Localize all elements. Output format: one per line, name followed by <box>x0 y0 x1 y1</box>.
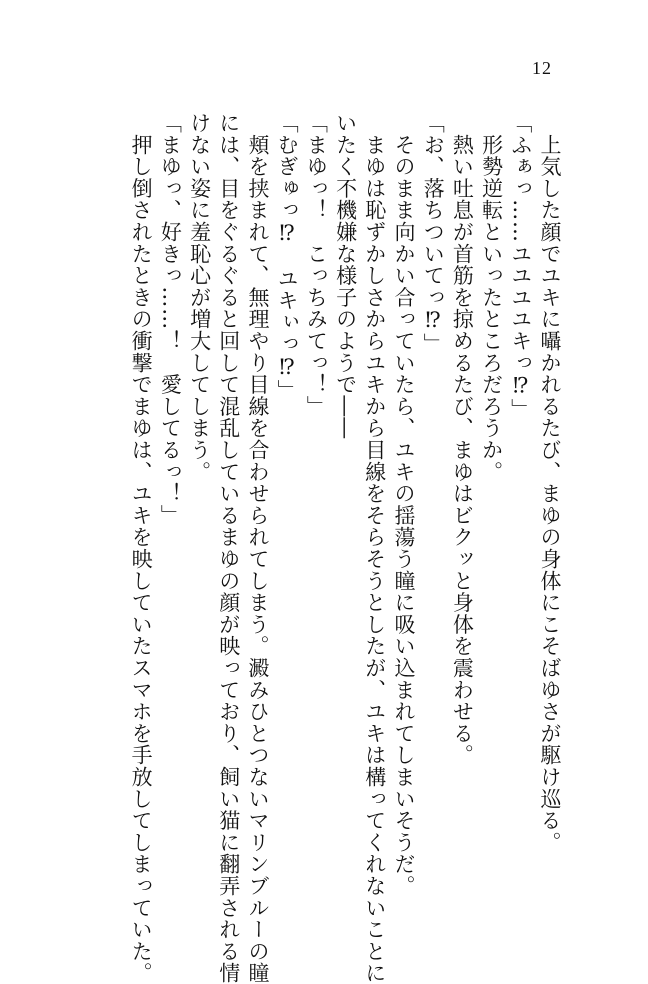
text-line: 「ふぁっ……ユユユユキっ⁉」 <box>508 112 533 421</box>
text-line: けない姿に羞恥心が増大してしまう。 <box>187 112 212 483</box>
text-line: まゆは恥ずかしさからユキから目線をそらそうとしたが、ユキは構ってくれないことに <box>362 112 387 984</box>
text-line: 押し倒されたときの衝撃でまゆは、ユキを映していたスマホを手放してしまっていた。 <box>129 112 154 984</box>
text-line: いたく不機嫌な様子のようで―― <box>333 112 358 439</box>
text-line: 「お、落ちついてっ⁉」 <box>421 112 446 355</box>
text-line: 形勢逆転といったところだろうか。 <box>479 112 504 483</box>
text-line: 頬を挟まれて、無理やり目線を合わせられてしまう。澱みひとつないマリンブルーの瞳 <box>245 112 270 984</box>
vertical-text-body <box>126 112 564 984</box>
text-line: には、目をぐるぐると回して混乱しているまゆの顔が映っており、飼い猫に翻弄される情 <box>216 112 241 984</box>
page-number: 12 <box>532 58 552 78</box>
text-line: 「まゆっ、好きっ……！ 愛してるっ！」 <box>158 112 183 527</box>
text-line: 熱い吐息が首筋を掠めるたび、まゆはビクッと身体を震わせる。 <box>450 112 475 766</box>
text-line: そのまま向かい合っていたら、ユキの揺蕩う瞳に吸い込まれてしまいそうだ。 <box>391 112 416 897</box>
text-line: 「まゆっ！ こっちみてっ！」 <box>304 112 329 418</box>
text-line: 上気した顔でユキに囁かれるたび、まゆの身体にこそばゆさが駆け巡る。 <box>538 112 562 854</box>
text-line: 「むぎゅっ⁉ ユキぃっ⁉」 <box>275 112 300 402</box>
